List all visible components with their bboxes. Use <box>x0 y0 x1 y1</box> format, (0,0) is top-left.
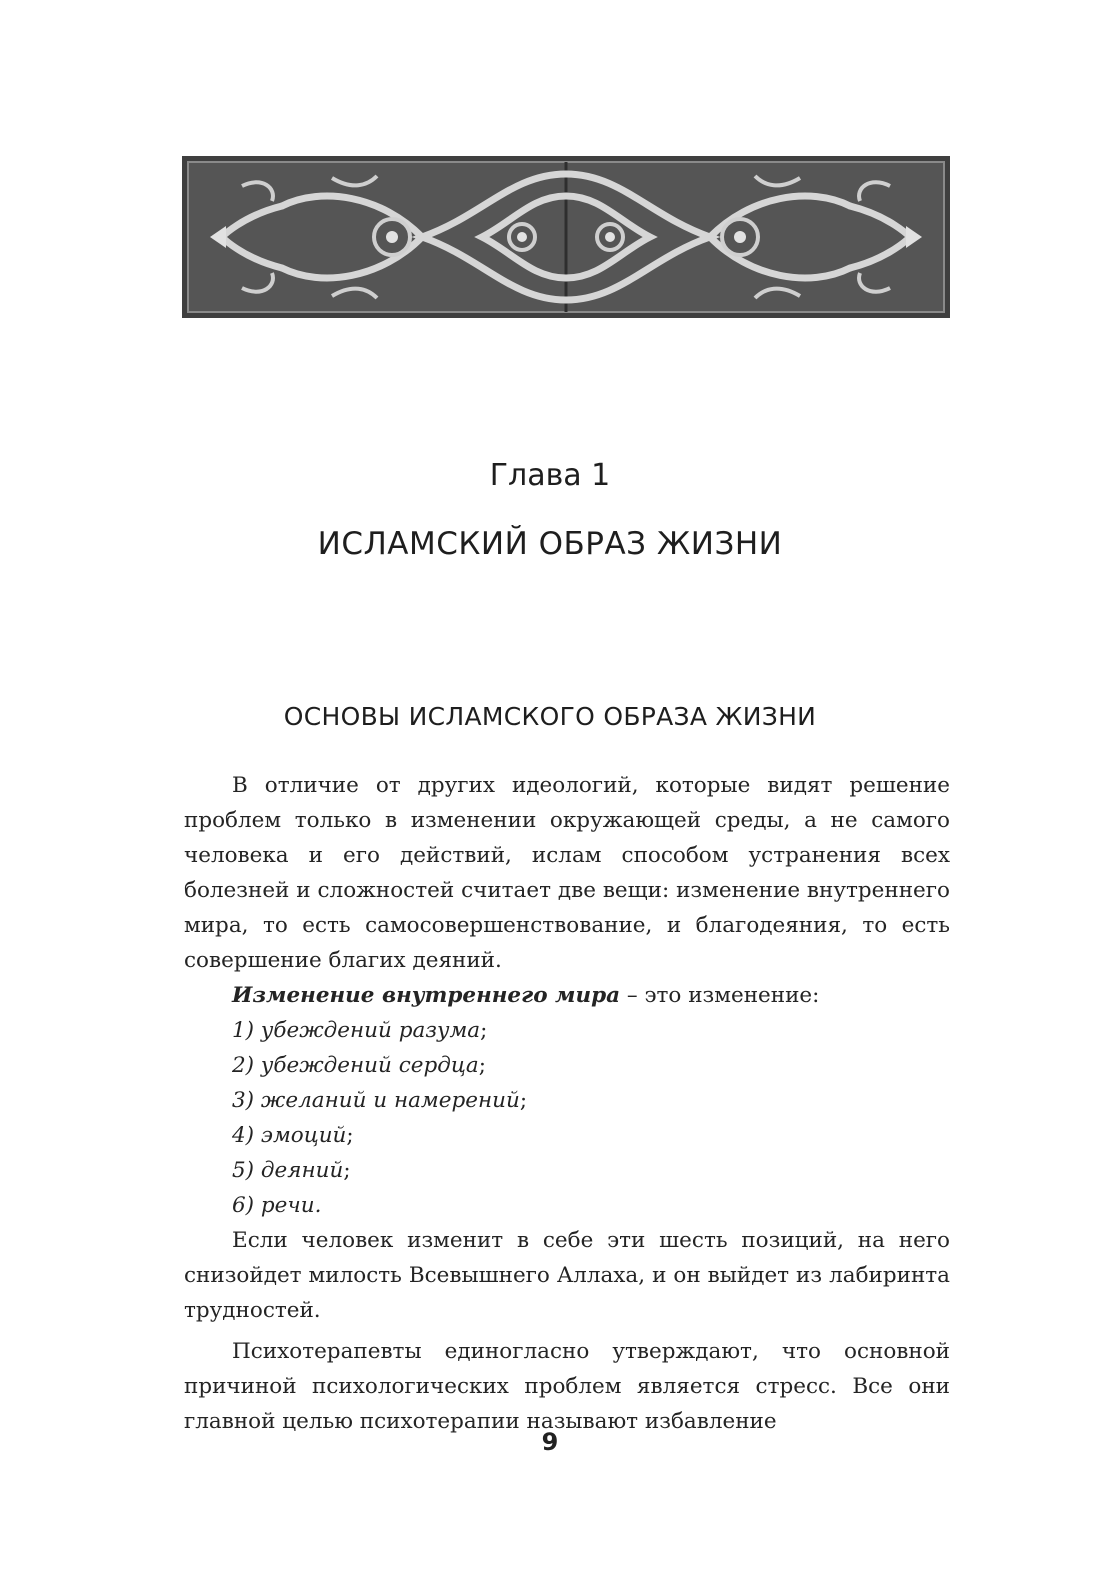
chapter-title: ИСЛАМСКИЙ ОБРАЗ ЖИЗНИ <box>317 526 783 562</box>
list-item: 4) эмоций; <box>232 1123 354 1148</box>
paragraph-psychotherapy: Психотерапевты единогласно утверждают, что основной причиной психологических проблем является стресс. Все они главной целью психотерапии называют избавление <box>184 1339 950 1434</box>
section-title: ОСНОВЫ ИСЛАМСКОГО ОБРАЗА ЖИЗНИ <box>283 702 817 731</box>
ornament-pattern-icon <box>182 156 950 318</box>
paragraph-intro: В отличие от других идеологий, которые видят решение проблем только в изменении окружающей среды, а не самого человека и его действий, ислам способом устранения всех болезней и сложностей считает две вещи: изменение внутреннего мира, то есть самосовершенствование, и благодеяния, то есть совершение благих деяний. <box>184 773 950 973</box>
list-item: 5) деяний; <box>232 1158 351 1183</box>
paragraph-conclusion: Если человек изменит в себе эти шесть позиций, на него снизойдет милость Всевышнего Аллаха, и он выйдет из лабиринта трудностей. <box>184 1228 950 1323</box>
page-number: 9 <box>541 1428 559 1456</box>
decorative-ornament-banner <box>182 156 950 318</box>
chapter-label: Глава 1 <box>489 458 611 493</box>
emphasized-term: Изменение внутреннего мира <box>232 983 621 1008</box>
list-item: 3) желаний и намерений; <box>232 1088 528 1113</box>
definition-rest: – это изменение: <box>620 983 820 1008</box>
list-item: 6) речи. <box>232 1193 322 1218</box>
list-item: 2) убеждений сердца; <box>232 1053 486 1078</box>
list-item: 1) убеждений разума; <box>232 1018 488 1043</box>
paragraph-definition <box>184 978 950 1013</box>
body-text <box>184 768 950 1439</box>
